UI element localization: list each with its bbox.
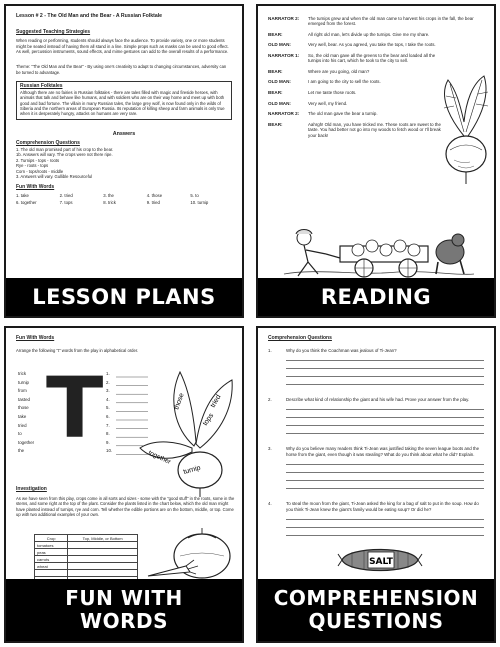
- answer-cell[interactable]: [68, 556, 138, 563]
- speaker: BEAR:: [268, 68, 283, 74]
- fun-instruction: Arrange the following "t" words from the play in alphabetical order.: [16, 347, 139, 353]
- dialogue-text: Let me taste those roots.: [308, 90, 357, 95]
- speaker: OLD MAN:: [268, 100, 291, 106]
- speaker: BEAR:: [268, 31, 283, 37]
- fww-answer: 2. tried: [59, 193, 73, 199]
- question-text: To steal the moon from the giant, Ti-Jean asked the king for a bag of salt to put in the soup. How do you think Ti-Jean knew the giant's family would be eating soup? Or did he?: [286, 501, 479, 512]
- comprehension-panel: [256, 326, 496, 643]
- answer-line[interactable]: [286, 528, 484, 536]
- answer-line[interactable]: [286, 410, 484, 418]
- question-item: [268, 446, 484, 457]
- leaf-word: turnip: [182, 464, 202, 476]
- question-text: Describe what kind of relationship the giant and his wife had. Prove your answer from the play.: [286, 397, 470, 402]
- dialogue-text: Aahrgh! Old man, you have tricked me. These roots are sweet to the taste. You had better not go into my woods to fetch wood or I'll break your back!: [308, 121, 441, 138]
- fww-answer: 5. to: [190, 193, 199, 199]
- word-item: the: [18, 448, 25, 454]
- folktales-text: Although there are no fairies in Russian folktales - there are tales filled with magic and fireside heroes, with animals that talk and behave like humans, and with soldiers who are on their way home and meet up with both good and bad fortune. The villain in many Russian tales, the large grey wolf, is now found only in the wilds of Siberia and the northern areas of European Russia. Its reputation of killing sheep and farm animals is only true when it is desperately hungry, attacks on humans are very rare.: [20, 89, 225, 117]
- big-letter: T: [46, 359, 104, 457]
- dialogue-line: [268, 32, 484, 38]
- crop-cell: peas: [35, 549, 68, 556]
- dialogue-text: All right old man, let's divide up the turnips. Give me my share.: [308, 31, 430, 37]
- blank-number: 8.: [106, 431, 110, 437]
- crop-table: [34, 534, 138, 584]
- answer-blanks: [106, 370, 112, 456]
- word-item: turnip: [18, 379, 29, 385]
- answer-line[interactable]: [286, 512, 484, 520]
- word-item: trick: [18, 371, 27, 376]
- blank-number: 10.: [106, 448, 113, 454]
- fww-answer: 6. together: [16, 199, 37, 205]
- question-number: 2.: [268, 397, 272, 402]
- leaf-word: those: [173, 392, 186, 411]
- fun-content: [16, 336, 232, 353]
- answer-cell[interactable]: [68, 563, 138, 570]
- fww-answers: [16, 193, 232, 205]
- crop-cell: carrots: [35, 556, 68, 563]
- speaker: NARRATOR 2:: [268, 111, 300, 117]
- question-item: [268, 501, 484, 512]
- table-row: [35, 563, 138, 570]
- table-row: [35, 542, 138, 549]
- answer-line[interactable]: [286, 457, 484, 465]
- speaker: OLD MAN:: [268, 79, 291, 85]
- answer-line[interactable]: [286, 465, 484, 473]
- word-item: tasted: [18, 396, 30, 402]
- answer-line[interactable]: [286, 369, 484, 377]
- leaf-word: tried: [209, 393, 223, 409]
- fww-heading: Fun With Words: [16, 184, 55, 191]
- fun-heading: Fun With Words: [16, 335, 55, 341]
- blank-number: 4.: [106, 396, 110, 402]
- blank-number: 1.: [106, 371, 110, 376]
- banner-line: FUN WITH: [65, 586, 183, 610]
- answer-line-0: 1. The old man promised part of his crop to the bear.: [16, 147, 114, 153]
- answer-line[interactable]: [286, 520, 484, 528]
- investigation-heading: Investigation: [16, 486, 47, 492]
- table-row: [35, 556, 138, 563]
- question-number: 1.: [268, 347, 272, 353]
- word-item: from: [18, 388, 27, 394]
- answer-line[interactable]: [286, 418, 484, 426]
- blank-number: 7.: [106, 422, 110, 428]
- table-header: Top, Middle, or Bottom: [68, 535, 138, 542]
- word-item: take: [18, 413, 27, 419]
- leaf-word: tops: [201, 412, 216, 428]
- word-item: tried: [18, 422, 27, 428]
- word-item: together: [18, 439, 35, 445]
- blank-number: 9.: [106, 439, 110, 445]
- dialogue-text: I am going to the city to sell the roots.: [308, 79, 381, 85]
- cart-illustration: [278, 224, 478, 282]
- vegetables-illustration: [146, 526, 242, 582]
- crop-cell: [35, 570, 68, 577]
- blank-number: 2.: [106, 379, 110, 385]
- leaf-word: together: [147, 449, 172, 466]
- speaker: NARRATOR 2:: [268, 16, 300, 21]
- fww-answer: 1. take: [16, 193, 29, 199]
- dialogue-text: The turnips grew and when the old man came to harvest his crops in the fall, the bear emerged from the forest.: [308, 16, 474, 27]
- folktales-heading: Russian Folktales: [20, 83, 63, 90]
- salt-label: SALT: [369, 557, 393, 567]
- comp-heading: Comprehension Questions: [16, 140, 80, 147]
- fun-with-words-banner: [6, 579, 242, 641]
- fww-answer: 3. the: [103, 193, 114, 199]
- banner-line: WORDS: [80, 609, 168, 633]
- answer-line-1: 1b. Answers will vary. The crops were not there ripe.: [16, 152, 113, 158]
- dialogue-text: Where are you going, old man?: [308, 68, 370, 74]
- dialogue-text: Very well, bear. As you agreed, you take the tops, I take the roots.: [308, 42, 436, 48]
- answer-line[interactable]: [286, 473, 484, 481]
- question-number: 3.: [268, 446, 272, 452]
- table-row: [35, 570, 138, 577]
- answer-cell[interactable]: [68, 542, 138, 549]
- table-header: Crop: [35, 535, 68, 542]
- speaker: NARRATOR 1:: [268, 53, 300, 58]
- fww-answer: 7. tops: [59, 199, 73, 205]
- dialogue-line: [268, 16, 484, 27]
- dialogue-text: The old man gave the bear a turnip.: [308, 111, 378, 117]
- speaker: BEAR:: [268, 90, 283, 95]
- banner-line: QUESTIONS: [308, 609, 444, 633]
- answer-line-3: Rye - roots - tops: [16, 163, 49, 169]
- answer-line[interactable]: [286, 353, 484, 361]
- blank-number: 5.: [106, 405, 110, 411]
- lesson-content: [16, 14, 232, 205]
- speaker: OLD MAN:: [268, 42, 291, 48]
- blank-number: 6.: [106, 413, 110, 419]
- salt-bag-illustration: [338, 542, 422, 580]
- reading-passages-panel: [256, 4, 496, 318]
- strategies-text: When reading or performing, students should always face the audience. To provide variety, one or more students might be seated instead of having them all stand in a line. Simple props such as masks can be used to good effect. As well, percussion instruments, sound effects, and mime gestures can add to the overall results of a performance.: [16, 38, 229, 54]
- dialogue-line: [268, 42, 484, 48]
- question-text: Why do you believe many readers think Ti-Jean was justified taking the seven league boots and the horse from the giant, even though it was stealing? What do you think about what he did? Explain.: [286, 446, 480, 457]
- lesson-plans-panel: [4, 4, 244, 318]
- blank-number: 3.: [106, 388, 110, 394]
- fww-answer: 9. tried: [146, 199, 160, 205]
- crop-cell: wheat: [35, 563, 68, 570]
- answer-line[interactable]: [286, 361, 484, 369]
- word-item: those: [18, 405, 29, 411]
- answer-cell[interactable]: [68, 549, 138, 556]
- dialogue-text: So, the old man gave all the greens to the bear and loaded all the turnips into his cart, which he took to the city to sell.: [308, 53, 436, 64]
- turnip-words-illustration: [134, 358, 244, 498]
- answer-line-4: Corn - tops/roots - middle: [16, 168, 64, 174]
- question-item: [268, 397, 484, 402]
- comp-content: [268, 336, 484, 536]
- answer-line-2: 2. Turnips - tops - roots: [16, 157, 60, 163]
- dialogue-text: Very well, my friend.: [308, 100, 348, 106]
- strategies-heading: Suggested Teaching Strategies: [16, 28, 91, 35]
- word-item: to: [18, 431, 22, 437]
- answer-cell[interactable]: [68, 570, 138, 577]
- investigation-section: [16, 486, 236, 518]
- comprehension-banner: [258, 579, 494, 641]
- fww-answer: 4. those: [146, 193, 163, 199]
- dialogue-line: [268, 53, 484, 64]
- investigation-text: As we have seen from this play, crops come in all sorts and sizes - some with the "good stuff" in the roots, some in the stems, and some right at the top of the plant. Consider the plants listed in the chart below, which the old man might have planted instead of turnips, rye and corn. Tell whether the edible portions are on the bottom, middle, or top. Come up with two additional examples of your own.: [16, 496, 235, 518]
- lesson-title: Lesson # 2 - The Old Man and the Bear - A Russian Folktale: [16, 13, 163, 19]
- question-number: 4.: [268, 501, 272, 507]
- answer-line[interactable]: [286, 377, 484, 385]
- fww-answer: 8. trick: [103, 199, 116, 205]
- table-row: [35, 549, 138, 556]
- comp-heading: Comprehension Questions: [268, 335, 332, 341]
- fww-answer: 10. turnip: [190, 199, 209, 205]
- question-text: Why do you think the Coachman was jealous of Ti-Jean?: [286, 347, 397, 353]
- answer-line[interactable]: [286, 426, 484, 434]
- banner-line: COMPREHENSION: [273, 586, 479, 610]
- answers-heading: Answers: [112, 130, 136, 137]
- answer-line-5: 3. Answers will vary. Gullible Resourceful: [16, 174, 93, 180]
- word-list: [18, 370, 34, 456]
- lesson-plans-banner: LESSON PLANS: [6, 278, 242, 316]
- theme-text: Theme: "The Old Man and the Bear" - By using one's creativity to adapt to changing circumstances, adversity can be turned to advantage.: [16, 64, 227, 75]
- answer-line[interactable]: [286, 402, 484, 410]
- answer-line[interactable]: [286, 481, 484, 489]
- crop-cell: tomatoes: [35, 542, 68, 549]
- reading-passages-banner: READING: [258, 278, 494, 316]
- folktales-box: [16, 81, 232, 120]
- fun-with-words-panel: [4, 326, 244, 643]
- speaker: BEAR:: [268, 121, 283, 127]
- turnip-illustration: [436, 74, 494, 186]
